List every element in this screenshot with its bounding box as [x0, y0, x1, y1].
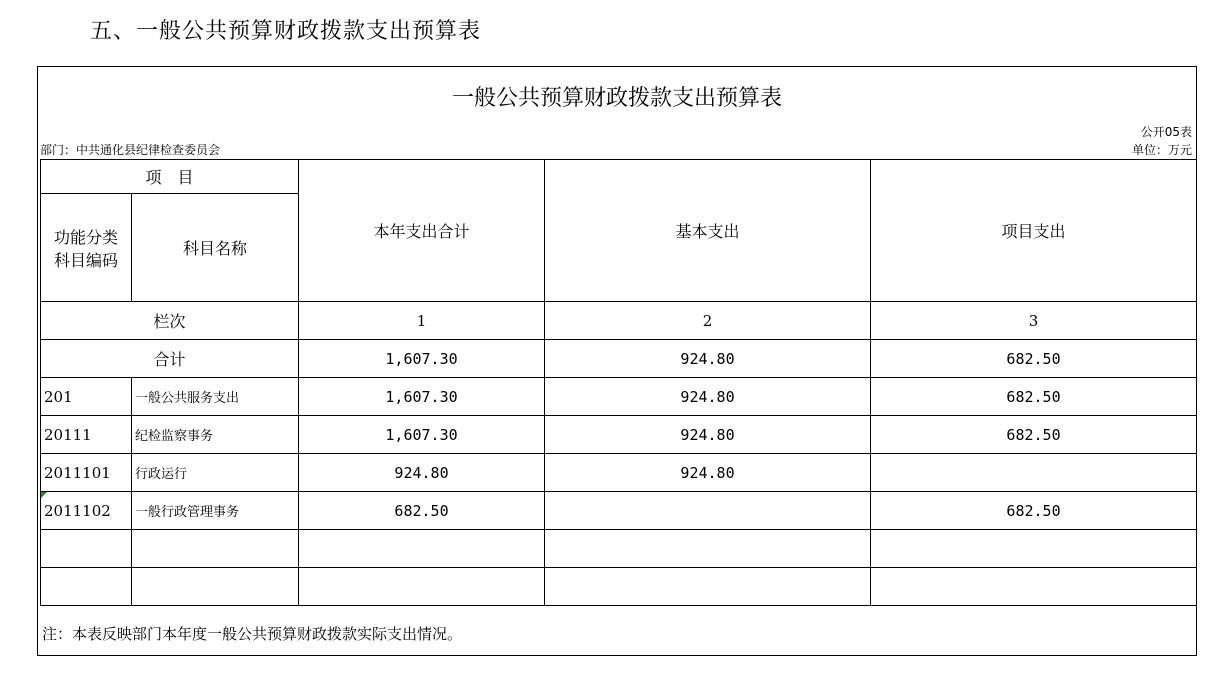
row-basic: 924.80	[545, 416, 871, 454]
header-total: 本年支出合计	[299, 160, 545, 302]
row-code	[41, 492, 132, 530]
column-index-3: 3	[871, 302, 1197, 340]
column-index-2: 2	[545, 302, 871, 340]
row-project	[871, 530, 1197, 568]
page-heading: 五、一般公共预算财政拨款支出预算表	[90, 19, 482, 44]
header-project: 项目支出	[871, 160, 1197, 302]
column-index-1: 1	[299, 302, 545, 340]
table-row	[41, 378, 1197, 416]
table-row	[41, 454, 1197, 492]
header-item-group: 项 目	[41, 160, 299, 194]
table-row	[41, 530, 1197, 568]
row-code	[41, 530, 132, 568]
row-total: 682.50	[299, 492, 545, 530]
table-row	[41, 416, 1197, 454]
row-name: 一般公共服务支出	[132, 378, 299, 416]
sum-label: 合计	[41, 340, 299, 378]
header-func-code-line2: 科目编码	[53, 250, 118, 270]
budget-table	[40, 159, 1197, 606]
row-name: 一般行政管理事务	[132, 492, 299, 530]
row-code: 201	[41, 378, 132, 416]
row-project	[871, 568, 1197, 606]
row-project	[871, 454, 1197, 492]
table-row	[41, 568, 1197, 606]
header-subject-name: 科目名称	[132, 194, 299, 302]
cell-flag-icon	[41, 492, 47, 498]
header-func-code	[41, 194, 132, 302]
table-note: 注：本表反映部门本年度一般公共预算财政拨款实际支出情况。	[42, 625, 463, 643]
row-code	[41, 568, 132, 606]
department-label: 部门：中共通化县纪律检查委员会	[40, 143, 221, 157]
row-project: 682.50	[871, 492, 1197, 530]
sum-total: 1,607.30	[299, 340, 545, 378]
header-basic: 基本支出	[545, 160, 871, 302]
unit-label: 单位：万元	[1131, 143, 1192, 157]
form-code: 公开05表	[1140, 125, 1192, 139]
row-name	[132, 568, 299, 606]
row-project: 682.50	[871, 378, 1197, 416]
column-index-label: 栏次	[41, 302, 299, 340]
row-name: 纪检监察事务	[132, 416, 299, 454]
row-total	[299, 530, 545, 568]
row-code-text: 2011102	[44, 501, 111, 520]
row-basic	[545, 530, 871, 568]
row-total: 1,607.30	[299, 416, 545, 454]
row-basic: 924.80	[545, 378, 871, 416]
row-basic	[545, 568, 871, 606]
row-code: 20111	[41, 416, 132, 454]
table-row	[41, 492, 1197, 530]
sum-project: 682.50	[871, 340, 1197, 378]
row-code: 2011101	[41, 454, 132, 492]
row-total	[299, 568, 545, 606]
row-total: 924.80	[299, 454, 545, 492]
row-project: 682.50	[871, 416, 1197, 454]
row-basic: 924.80	[545, 454, 871, 492]
row-name	[132, 530, 299, 568]
row-total: 1,607.30	[299, 378, 545, 416]
budget-table-frame	[37, 66, 1197, 656]
row-name: 行政运行	[132, 454, 299, 492]
header-func-code-line1: 功能分类	[53, 227, 118, 247]
row-basic	[545, 492, 871, 530]
table-title: 一般公共预算财政拨款支出预算表	[451, 86, 782, 111]
sum-basic: 924.80	[545, 340, 871, 378]
